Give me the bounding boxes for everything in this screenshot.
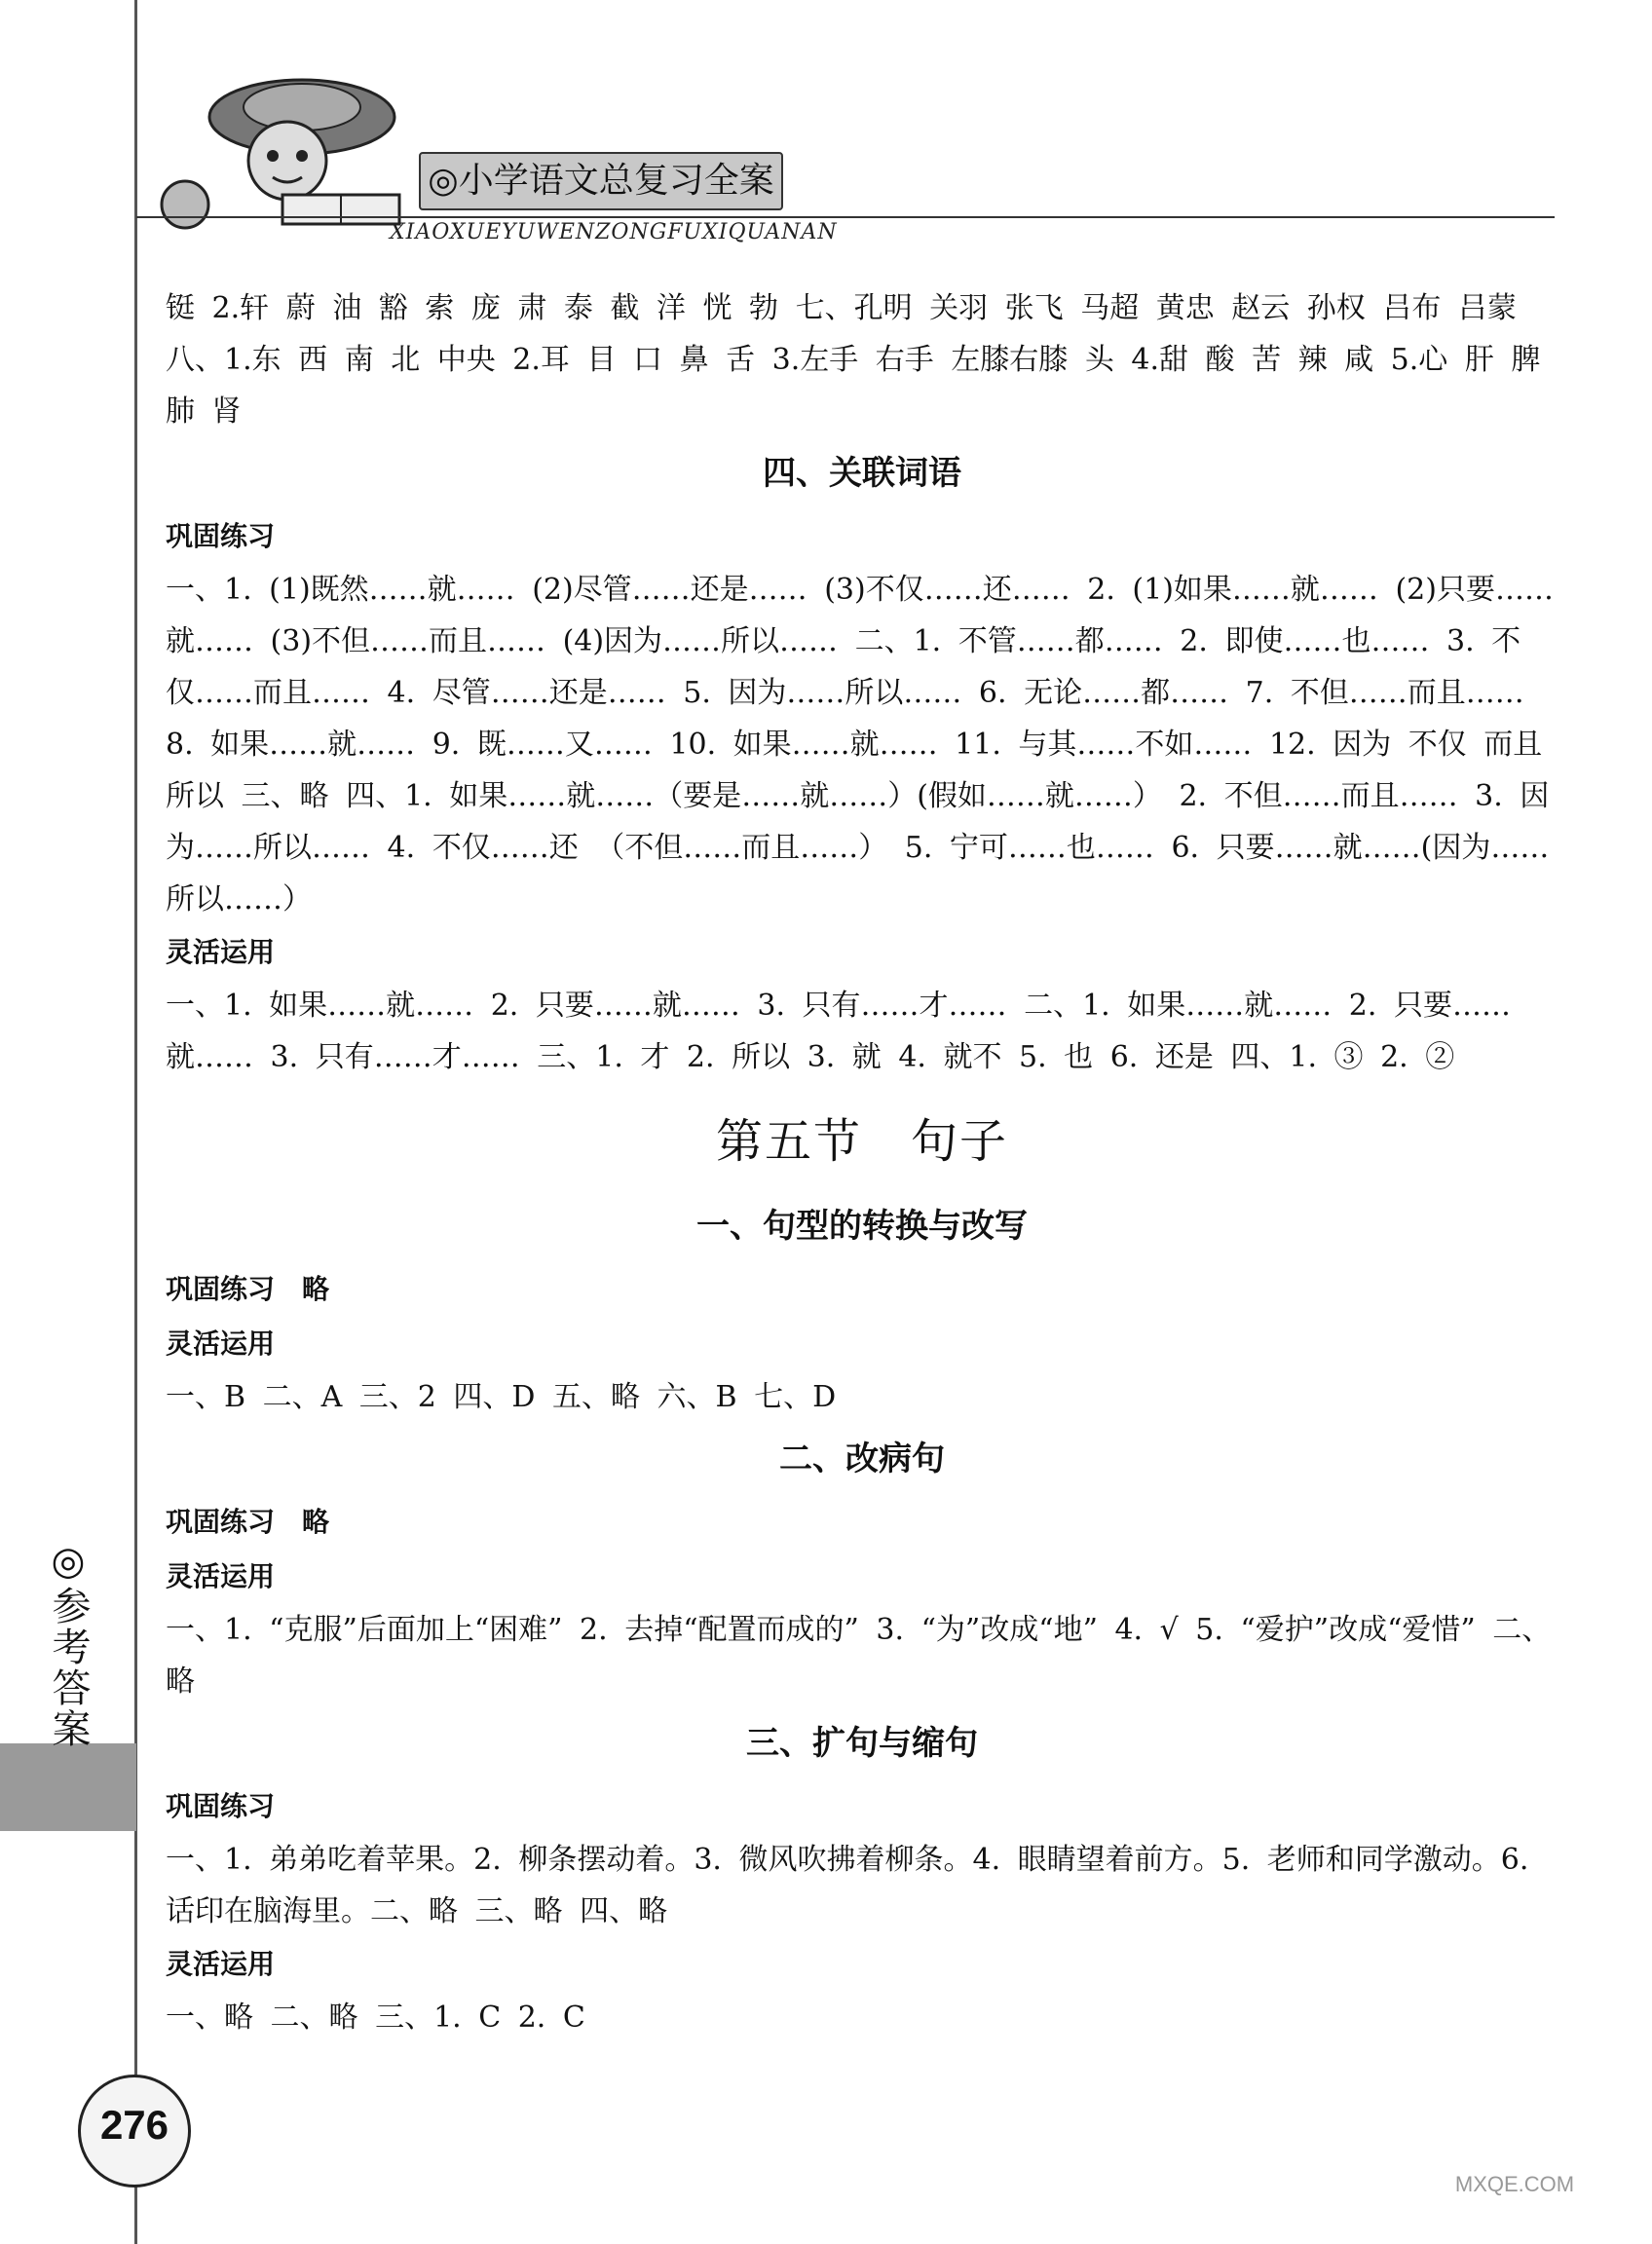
- sidebar-label: ◎参考答案: [46, 1539, 91, 1749]
- section-heading: 四、关联词语: [763, 454, 961, 493]
- section-heading: 一、句型的转换与改写: [696, 1207, 1028, 1246]
- page-number-badge: [58, 2055, 205, 2201]
- answer-content: [166, 282, 1558, 2043]
- book-title-pinyin: XIAOXUEYUWENZONGFUXIQUANAN: [390, 220, 838, 244]
- exercise-label: 灵活运用: [166, 1948, 276, 1980]
- exercise-label: 灵活运用: [166, 1328, 276, 1360]
- exercise-label: 巩固练习: [166, 520, 276, 552]
- answer-paragraph: 一、略 二、略 三、1. C 2. C: [166, 2001, 585, 2035]
- exercise-label: 巩固练习 略: [166, 1273, 330, 1305]
- chapter-heading: 第五节 句子: [715, 1114, 1008, 1169]
- section-heading: 二、改病句: [779, 1440, 945, 1478]
- answer-paragraph: 一、B 二、A 三、2 四、D 五、略 六、B 七、D: [166, 1380, 837, 1414]
- watermark: MXQE.COM: [1454, 2172, 1575, 2196]
- continued-answers: 铤 2.轩 蔚 油 豁 索 庞 肃 泰 截 洋 恍 勃 七、孔明 关羽 张飞 马超 黄忠 赵云 孙权 吕布 吕蒙 八、1.东 西 南 北 中央 2.耳 目 口 鼻 舌 3.左手 右手 左膝右膝 头 4.甜 酸 苦 辣 咸 5.心 肝 脾 肺 肾: [166, 291, 1541, 429]
- page-number: 276: [99, 2102, 169, 2148]
- answer-paragraph: 一、1. “克服”后面加上“困难” 2. 去掉“配置而成的” 3. “为”改成“地” 4. √ 5. “爱护”改成“爱惜” 二、略: [166, 1613, 1552, 1699]
- margin-rule: [134, 0, 137, 2244]
- header-rule: [136, 216, 1555, 218]
- answer-paragraph: 一、1. (1)既然……就…… (2)尽管……还是…… (3)不仅……还…… 2. (1)如果……就…… (2)只要……就…… (3)不但……而且…… (4)因为……所以…… 二、1. 不管……都…… 2. 即使……也…… 3. 不仅……而且…… 4. 尽管……还是…… 5. 因为……所以…… 6. 无论……都…… 7. 不但……而且…… 8. 如果……就…… 9. 既……又…… 10. 如果……就…… 11. 与其……不如…… 12. 因为 不仅 而且 所以 三、略 四、1. 如果……就……（要是……就……）(假如……就……） 2. 不但……而且…… 3. 因为……所以…… 4. 不仅……还 （不但……而且……） 5. 宁可……也…… 6. 只要……就……(因为……所以……）: [166, 573, 1554, 916]
- margin-shade-bar: [0, 1743, 136, 1831]
- answer-paragraph: 一、1. 弟弟吃着苹果。2. 柳条摆动着。3. 微风吹拂着柳条。4. 眼睛望着前方。5. 老师和同学激动。6. 话印在脑海里。二、略 三、略 四、略: [166, 1843, 1529, 1928]
- book-title: ◎小学语文总复习全案: [419, 152, 783, 210]
- exercise-label: 灵活运用: [166, 1560, 276, 1592]
- section-heading: 三、扩句与缩句: [746, 1724, 978, 1763]
- exercise-label: 灵活运用: [166, 936, 276, 968]
- girl-reading-illustration: [136, 58, 429, 234]
- exercise-label: 巩固练习 略: [166, 1506, 330, 1538]
- answer-paragraph: 一、1. 如果……就…… 2. 只要……就…… 3. 只有……才…… 二、1. 如果……就…… 2. 只要……就…… 3. 只有……才…… 三、1. 才 2. 所以 3. 就 4. 就不 5. 也 6. 还是 四、1. ③ 2. ②: [166, 989, 1511, 1074]
- page-header: [0, 0, 1652, 253]
- exercise-label: 巩固练习: [166, 1790, 276, 1822]
